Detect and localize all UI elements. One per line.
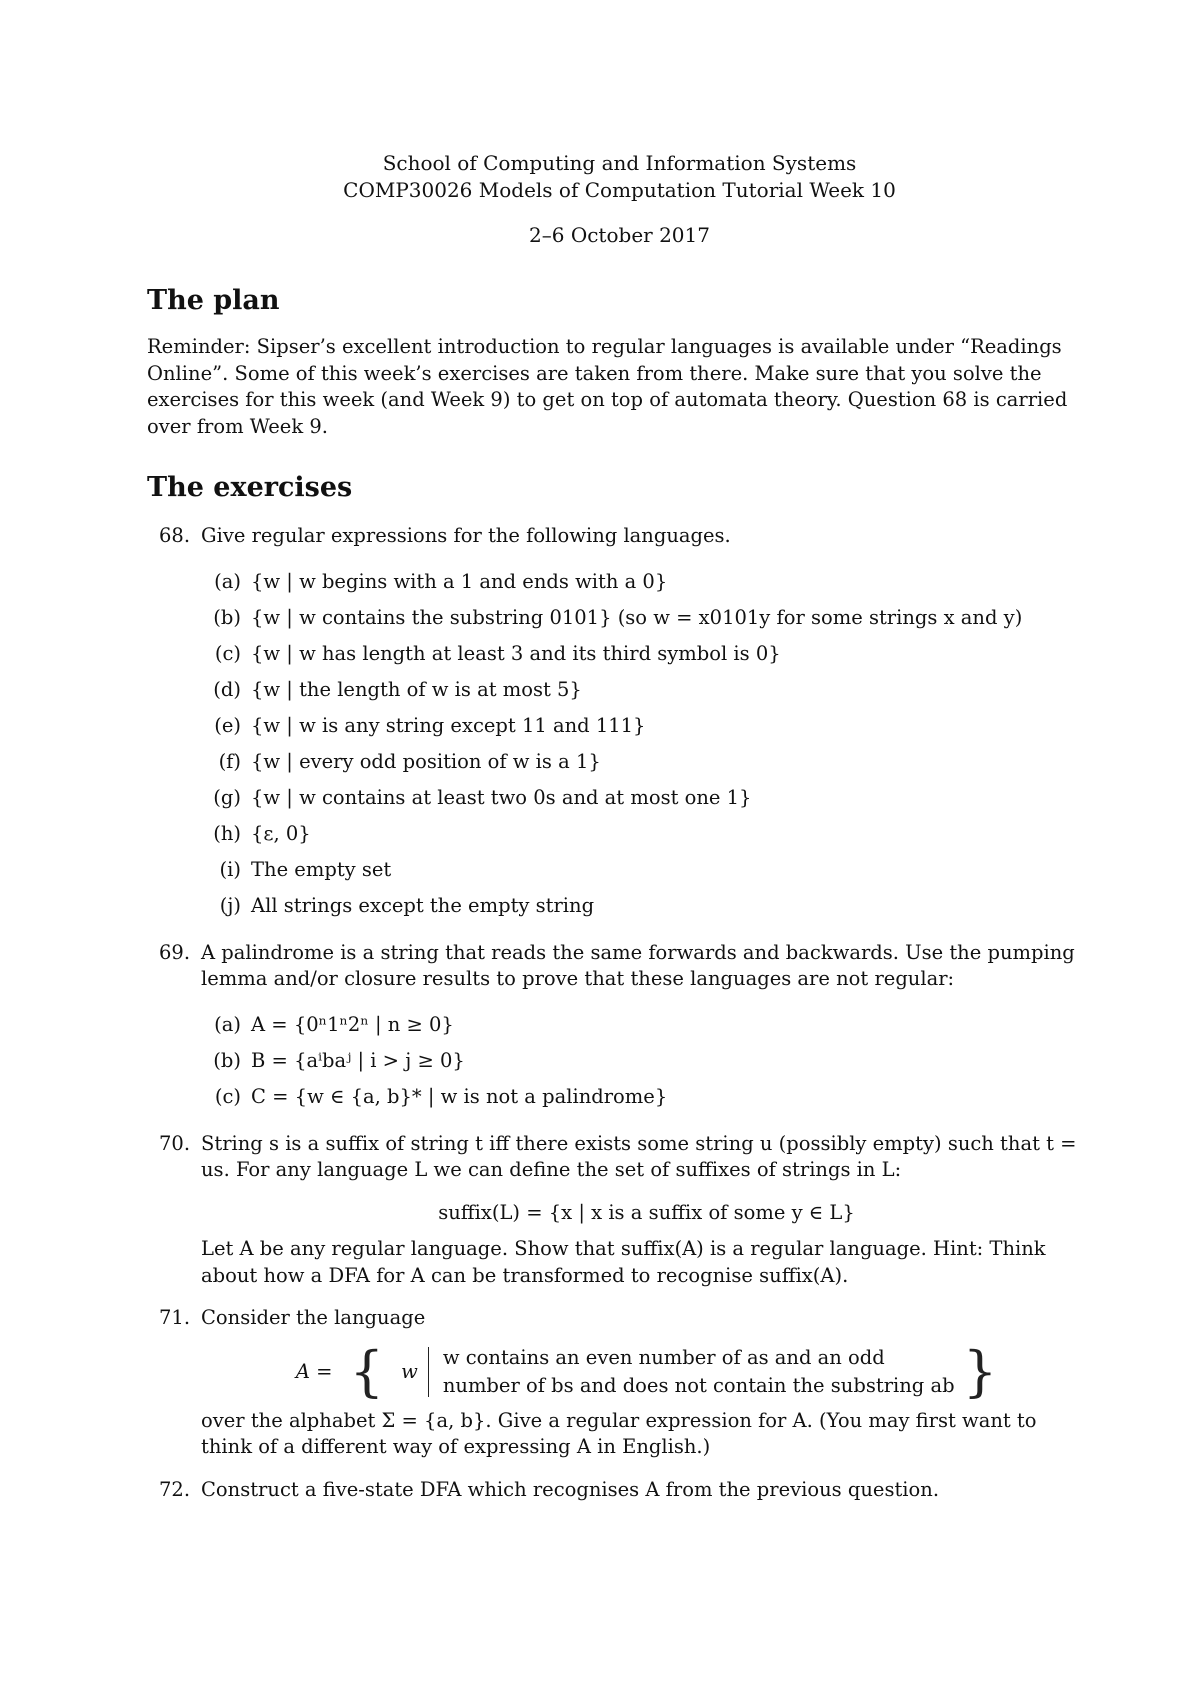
plan-heading: The plan bbox=[147, 285, 280, 317]
set-definition bbox=[201, 1339, 1092, 1403]
list-item: (i) The empty set bbox=[219, 857, 392, 881]
question-number: 72. bbox=[159, 1477, 191, 1501]
set-variable: w bbox=[401, 1359, 418, 1383]
list-item: (d) {w | the length of w is at most 5} bbox=[213, 677, 582, 701]
header-school: School of Computing and Information Systems bbox=[382, 151, 857, 175]
question-followup: Let A be any regular language. Show that suffix(A) is a regular language. Hint: Think about how a DFA for A can be transformed to recognise suffix(A). bbox=[201, 1237, 1046, 1287]
list-item: (b) B = {aⁱbaʲ | i > j ≥ 0} bbox=[213, 1048, 465, 1072]
list-item: (b) {w | w contains the substring 0101} (so w = x0101y for some strings x and y) bbox=[213, 605, 1023, 629]
left-brace: { bbox=[332, 1339, 402, 1403]
question-number: 68. bbox=[159, 524, 191, 548]
exercises-heading: The exercises bbox=[147, 472, 353, 504]
question-followup: over the alphabet Σ = {a, b}. Give a regular expression for A. (You may first want to think of a different way of expressing A in English.) bbox=[201, 1408, 1037, 1459]
list-item: (h) {ε, 0} bbox=[213, 821, 311, 845]
set-separator bbox=[428, 1347, 429, 1397]
question-number: 70. bbox=[159, 1131, 191, 1155]
list-item: (c) C = {w ∈ {a, b}* | w is not a palindrome} bbox=[214, 1084, 668, 1108]
question-number: 71. bbox=[159, 1306, 191, 1330]
question-70 bbox=[147, 1131, 1092, 1290]
question-text: Give regular expressions for the following languages. bbox=[201, 524, 731, 548]
question-number: 69. bbox=[159, 940, 191, 964]
question-69 bbox=[147, 940, 1092, 1115]
question-68 bbox=[147, 523, 1092, 924]
question-72 bbox=[147, 1477, 1092, 1504]
suffix-definition: suffix(L) = {x | x is a suffix of some y ∈ L} bbox=[438, 1200, 855, 1224]
tutorial-sheet bbox=[147, 150, 1092, 1503]
question-69-parts bbox=[201, 1007, 1092, 1115]
question-text: String s is a suffix of string t iff there exists some string u (possibly empty) such that t = us. For any language L we can define the set of suffixes of strings in L: bbox=[201, 1131, 1077, 1182]
question-text: A palindrome is a string that reads the same forwards and backwards. Use the pumping lemma and/or closure results to prove that these languages are not regular: bbox=[201, 940, 1075, 991]
header-date: 2–6 October 2017 bbox=[529, 223, 710, 247]
question-text: Consider the language bbox=[201, 1306, 426, 1330]
set-lhs: A = bbox=[295, 1359, 333, 1383]
list-item: (j) All strings except the empty string bbox=[219, 893, 595, 917]
list-item: (a) {w | w begins with a 1 and ends with a 0} bbox=[214, 569, 668, 593]
header-course: COMP30026 Models of Computation Tutorial Week 10 bbox=[343, 178, 896, 202]
list-item: (e) {w | w is any string except 11 and 111} bbox=[214, 713, 646, 737]
list-item: (a) A = {0ⁿ1ⁿ2ⁿ | n ≥ 0} bbox=[214, 1012, 454, 1036]
set-condition bbox=[443, 1344, 963, 1400]
question-71 bbox=[147, 1305, 1092, 1461]
question-text: Construct a five-state DFA which recognises A from the previous question. bbox=[201, 1477, 940, 1501]
condition-line: w contains an even number of as and an odd bbox=[442, 1345, 885, 1369]
list-item: (g) {w | w contains at least two 0s and at most one 1} bbox=[213, 785, 752, 809]
question-68-parts bbox=[201, 564, 1092, 924]
right-brace: } bbox=[962, 1339, 998, 1403]
list-item: (f) {w | every odd position of w is a 1} bbox=[218, 749, 601, 773]
condition-line: number of bs and does not contain the substring ab bbox=[442, 1373, 955, 1397]
list-item: (c) {w | w has length at least 3 and its third symbol is 0} bbox=[214, 641, 781, 665]
plan-paragraph: Reminder: Sipser’s excellent introduction to regular languages is available under “Readings Online”. Some of this week’s exercises are taken from there. Make sure that you solve the exercises for this week (and Week 9) to get on top of automata theory. Question 68 is carried over from Week 9. bbox=[147, 335, 1068, 438]
